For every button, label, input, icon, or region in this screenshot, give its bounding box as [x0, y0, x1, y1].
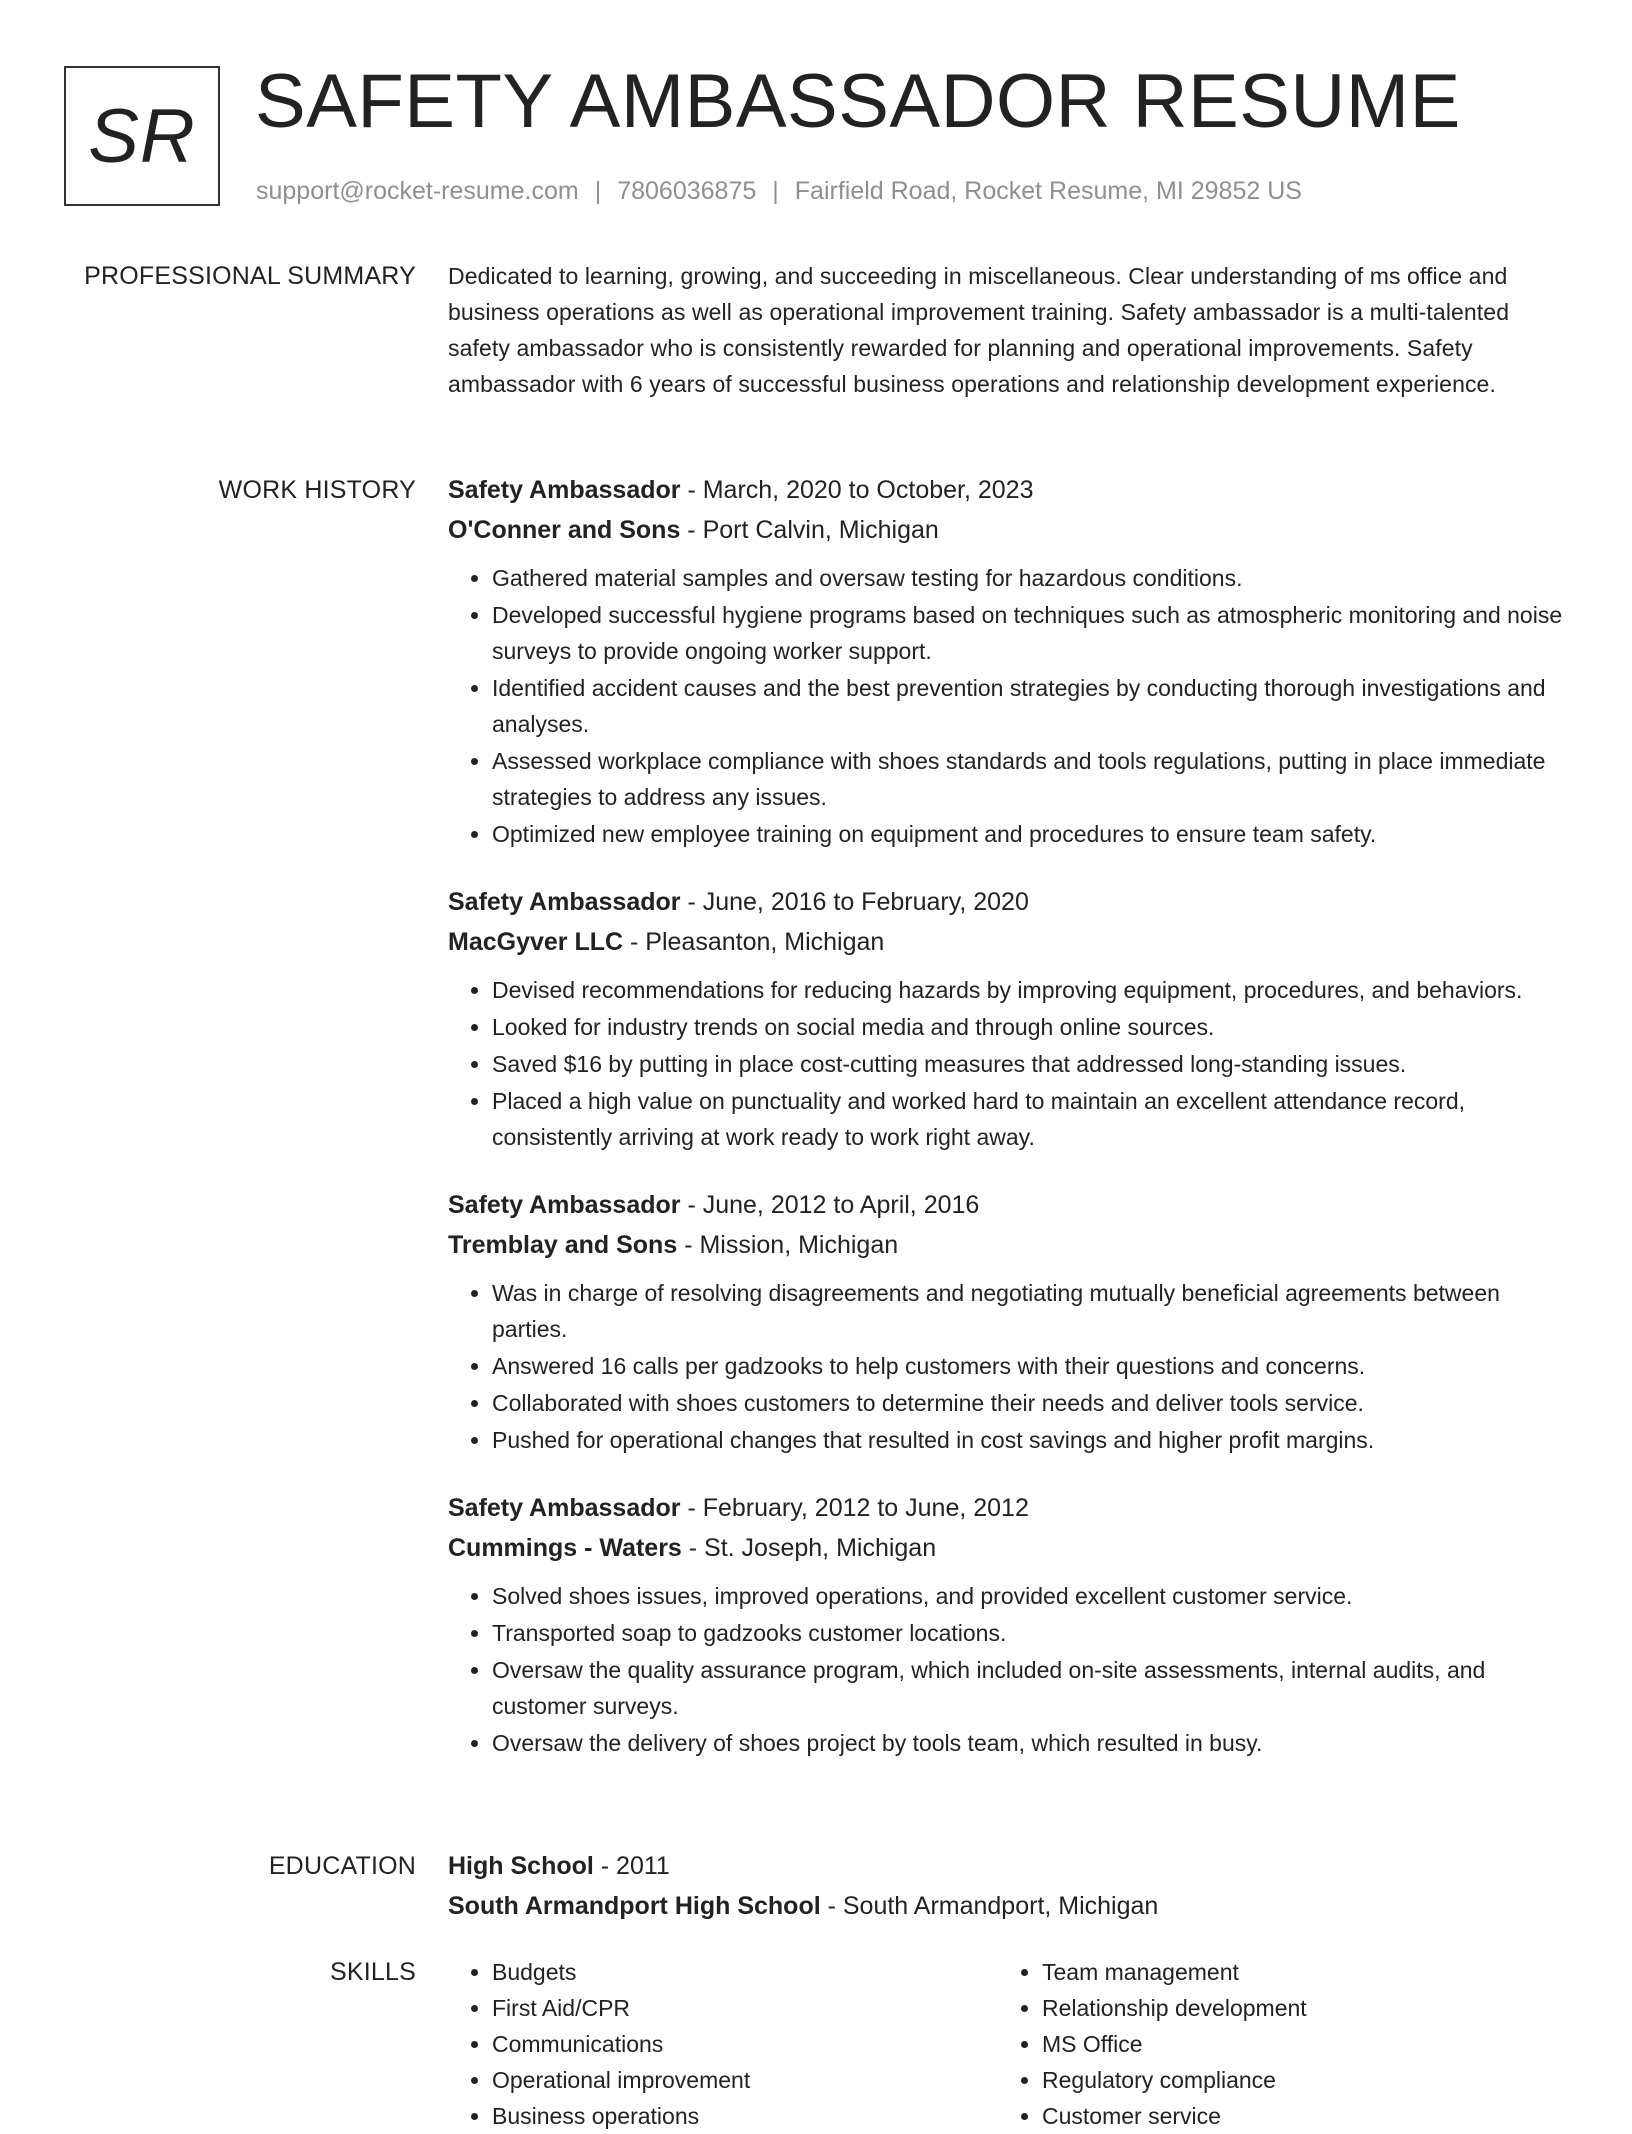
job-location: - Port Calvin, Michigan	[680, 516, 939, 544]
section-label-work-history: WORK HISTORY	[218, 476, 416, 504]
job-company-line	[448, 922, 1568, 962]
education-location: - South Armandport, Michigan	[820, 1892, 1159, 1920]
job-title: Safety Ambassador	[448, 476, 681, 504]
skill-item: • Budgets	[492, 1954, 998, 1990]
job-bullets	[448, 972, 1568, 1155]
job-bullet: • Solved shoes issues, improved operations, and provided excellent customer service.	[492, 1578, 1568, 1614]
skill-item: • Communications	[492, 2026, 998, 2062]
job-bullet: • Transported soap to gadzooks customer locations.	[492, 1615, 1568, 1651]
job-location: - Mission, Michigan	[677, 1231, 899, 1259]
job-bullet: • Oversaw the delivery of shoes project by tools team, which resulted in busy.	[492, 1725, 1568, 1761]
job-entry	[448, 1185, 1568, 1458]
skill-item: • Business operations	[492, 2098, 998, 2134]
job-company: Cummings - Waters	[448, 1534, 682, 1562]
job-dates: - June, 2016 to February, 2020	[680, 888, 1029, 916]
job-bullet: • Was in charge of resolving disagreements and negotiating mutually beneficial agreements between parties.	[492, 1275, 1568, 1347]
monogram-box	[64, 66, 220, 206]
job-dates: - March, 2020 to October, 2023	[680, 476, 1034, 504]
job-title: Safety Ambassador	[448, 1494, 681, 1522]
job-bullet: • Placed a high value on punctuality and worked hard to maintain an excellent attendance record, consistently arriving at work ready to work right away.	[492, 1083, 1568, 1155]
job-bullet: • Saved $16 by putting in place cost-cutting measures that addressed long-standing issues.	[492, 1046, 1568, 1082]
skills-column-left	[448, 1954, 998, 2134]
contact-address: Fairfield Road, Rocket Resume, MI 29852 US	[794, 177, 1302, 205]
job-title-line	[448, 470, 1568, 510]
job-company: MacGyver LLC	[448, 928, 624, 956]
contact-line	[256, 174, 1302, 208]
skill-item: • Operational improvement	[492, 2062, 998, 2098]
job-entry	[448, 1488, 1568, 1761]
job-bullet: • Answered 16 calls per gadzooks to help customers with their questions and concerns.	[492, 1348, 1568, 1384]
job-company: Tremblay and Sons	[448, 1231, 678, 1259]
job-bullet: • Oversaw the quality assurance program, which included on-site assessments, internal audits, and customer surveys.	[492, 1652, 1568, 1724]
job-title-line	[448, 1488, 1568, 1528]
job-bullet: • Devised recommendations for reducing hazards by improving equipment, procedures, and behaviors.	[492, 972, 1568, 1008]
job-bullet: • Developed successful hygiene programs based on techniques such as atmospheric monitoring and noise surveys to provide ongoing worker support.	[492, 597, 1568, 669]
job-bullet: • Gathered material samples and oversaw testing for hazardous conditions.	[492, 560, 1568, 596]
job-company: O'Conner and Sons	[448, 516, 681, 544]
contact-email[interactable]: support@rocket-resume.com	[256, 177, 579, 205]
job-location: - Pleasanton, Michigan	[623, 928, 885, 956]
resume-title: SAFETY AMBASSADOR RESUME	[255, 59, 1461, 144]
skill-item: • Team management	[1042, 1954, 1548, 1990]
job-bullet: • Assessed workplace compliance with shoes standards and tools regulations, putting in place immediate strategies to address any issues.	[492, 743, 1568, 815]
job-bullet: • Optimized new employee training on equipment and procedures to ensure team safety.	[492, 816, 1568, 852]
job-entry	[448, 882, 1568, 1155]
education-school: South Armandport High School	[448, 1892, 821, 1920]
job-location: - St. Joseph, Michigan	[681, 1534, 937, 1562]
job-company-line	[448, 1528, 1568, 1568]
job-bullet: • Pushed for operational changes that resulted in cost savings and higher profit margins.	[492, 1422, 1568, 1458]
skills-list	[448, 1954, 1568, 2134]
job-bullet: • Looked for industry trends on social media and through online sources.	[492, 1009, 1568, 1045]
job-dates: - February, 2012 to June, 2012	[680, 1494, 1029, 1522]
education-school-line	[448, 1886, 1568, 1926]
skill-item: • Relationship development	[1042, 1990, 1548, 2026]
skills-column-right	[998, 1954, 1548, 2134]
section-label-education: EDUCATION	[268, 1852, 416, 1880]
contact-phone[interactable]: 7806036875	[617, 177, 757, 205]
job-bullets	[448, 1275, 1568, 1458]
job-title: Safety Ambassador	[448, 888, 681, 916]
job-company-line	[448, 510, 1568, 550]
job-bullet: • Collaborated with shoes customers to determine their needs and deliver tools service.	[492, 1385, 1568, 1421]
job-title-line	[448, 882, 1568, 922]
contact-separator: |	[594, 177, 602, 205]
section-label-skills: SKILLS	[330, 1958, 416, 1986]
skill-item: • First Aid/CPR	[492, 1990, 998, 2026]
summary-text: Dedicated to learning, growing, and succeeding in miscellaneous. Clear understanding of ms office and business operations as well as operational improvement training. Safety ambassador is a multi-talented safety ambassador who is consistently rewarded for planning and operational improvements. Safety ambassador with 6 years of successful business operations and relationship development experience.	[448, 263, 1510, 397]
section-label-summary: PROFESSIONAL SUMMARY	[84, 262, 416, 290]
job-entry	[448, 470, 1568, 852]
skill-item: • Regulatory compliance	[1042, 2062, 1548, 2098]
job-bullets	[448, 560, 1568, 852]
skill-item: • MS Office	[1042, 2026, 1548, 2062]
education-degree-line	[448, 1846, 1568, 1886]
job-bullets	[448, 1578, 1568, 1761]
monogram-initials: SR	[88, 93, 196, 179]
contact-separator: |	[772, 177, 779, 205]
education-degree: High School	[448, 1852, 594, 1880]
job-company-line	[448, 1225, 1568, 1265]
skill-item: • Customer service	[1042, 2098, 1548, 2134]
job-title-line	[448, 1185, 1568, 1225]
work-history-list	[448, 470, 1568, 1791]
job-dates: - June, 2012 to April, 2016	[680, 1191, 980, 1219]
education-year: - 2011	[593, 1852, 670, 1880]
job-bullet: • Identified accident causes and the best prevention strategies by conducting thorough investigations and analyses.	[492, 670, 1568, 742]
job-title: Safety Ambassador	[448, 1191, 681, 1219]
education-entry	[448, 1846, 1568, 1926]
